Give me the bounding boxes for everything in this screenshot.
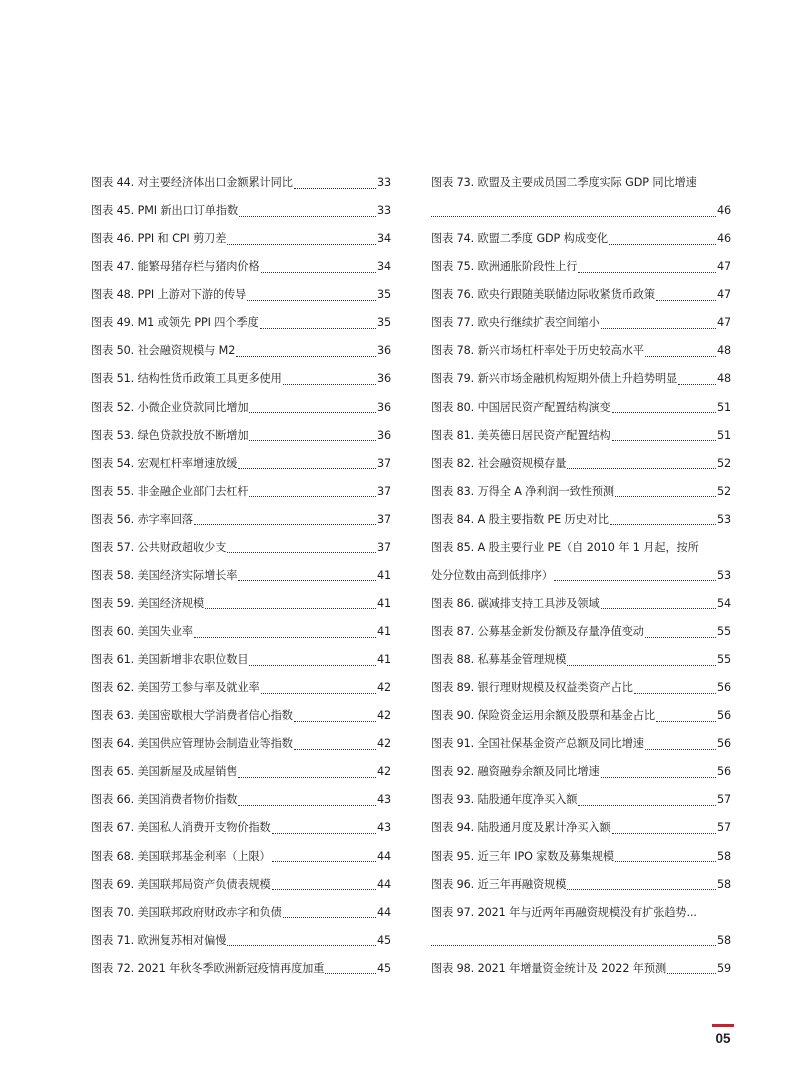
toc-entry-page: 58	[716, 849, 731, 863]
toc-leader-dots	[294, 721, 376, 722]
toc-entry-page: 47	[716, 316, 731, 330]
toc-leader-dots	[238, 777, 376, 778]
toc-leader-dots	[294, 188, 376, 189]
toc-entry-title: 图表 65. 美国新屋及成屋销售	[91, 765, 238, 779]
toc-entry-title: 图表 63. 美国密歇根大学消费者信心指数	[91, 709, 293, 723]
toc-leader-dots	[283, 384, 376, 385]
toc-entry[interactable]	[91, 309, 391, 337]
toc-leader-dots	[645, 637, 716, 638]
toc-entry[interactable]	[431, 843, 731, 871]
toc-entry[interactable]	[431, 225, 731, 253]
toc-entry-page: 37	[376, 456, 391, 470]
toc-entry[interactable]	[431, 899, 731, 927]
toc-leader-dots	[667, 973, 716, 974]
toc-entry-title: 图表 53. 绿色贷款投放不断增加	[91, 428, 249, 442]
toc-entry-page: 55	[716, 653, 731, 667]
toc-entry-title: 图表 93. 陆股通年度净买入额	[431, 793, 578, 807]
toc-entry-page: 58	[716, 877, 731, 891]
toc-entry-title: 图表 62. 美国劳工参与率及就业率	[91, 681, 260, 695]
toc-entry-title: 图表 82. 社会融资规模存量	[431, 456, 567, 470]
toc-entry-page: 43	[376, 793, 391, 807]
toc-entry-title: 图表 46. PPI 和 CPI 剪刀差	[91, 232, 227, 246]
toc-entry[interactable]	[91, 225, 391, 253]
toc-leader-dots	[431, 216, 716, 217]
toc-entry-page: 34	[376, 260, 391, 274]
toc-entry-page: 42	[376, 681, 391, 695]
toc-leader-dots	[612, 833, 716, 834]
toc-entry[interactable]	[431, 562, 731, 590]
toc-entry[interactable]	[91, 646, 391, 674]
toc-entry-page: 53	[716, 568, 731, 582]
toc-leader-dots	[601, 328, 716, 329]
toc-entry-title: 图表 76. 欧央行跟随美联储边际收紧货币政策	[431, 288, 655, 302]
toc-entry-page: 37	[376, 540, 391, 554]
toc-entry-page: 35	[376, 316, 391, 330]
toc-entry-title: 图表 95. 近三年 IPO 家数及募集规模	[431, 849, 614, 863]
toc-entry-page: 42	[376, 737, 391, 751]
toc-entry-page: 54	[716, 596, 731, 610]
toc-entry[interactable]	[431, 337, 731, 365]
toc-entry[interactable]	[431, 646, 731, 674]
toc-entry[interactable]	[431, 814, 731, 842]
toc-entry-title: 图表 52. 小微企业贷款同比增加	[91, 400, 249, 414]
toc-entry-title: 图表 58. 美国经济实际增长率	[91, 568, 238, 582]
toc-entry[interactable]	[431, 506, 731, 534]
toc-entry[interactable]	[91, 843, 391, 871]
toc-leader-dots	[567, 889, 716, 890]
toc-entry-page: 52	[716, 456, 731, 470]
toc-leader-dots	[272, 889, 376, 890]
toc-entry[interactable]	[91, 197, 391, 225]
toc-entry[interactable]	[431, 197, 731, 225]
toc-entry[interactable]	[91, 955, 391, 983]
toc-entry-title: 图表 67. 美国私人消费开支物价指数	[91, 821, 271, 835]
toc-entry[interactable]	[91, 394, 391, 422]
toc-entry[interactable]	[91, 702, 391, 730]
toc-leader-dots	[249, 496, 375, 497]
toc-entry[interactable]	[431, 253, 731, 281]
toc-leader-dots	[325, 973, 376, 974]
toc-entry-title: 图表 59. 美国经济规模	[91, 596, 205, 610]
toc-leader-dots	[283, 917, 376, 918]
toc-entry-page: 37	[376, 512, 391, 526]
toc-entry[interactable]	[431, 534, 731, 562]
toc-entry[interactable]	[431, 927, 731, 955]
toc-leader-dots	[615, 861, 716, 862]
toc-leader-dots	[247, 300, 376, 301]
toc-entry-page: 48	[716, 344, 731, 358]
toc-entry-page: 45	[376, 961, 391, 975]
toc-entry-title: 图表 78. 新兴市场杠杆率处于历史较高水平	[431, 344, 644, 358]
toc-entry[interactable]	[431, 674, 731, 702]
toc-entry-page: 36	[376, 428, 391, 442]
toc-entry[interactable]	[91, 450, 391, 478]
toc-entry-title: 图表 68. 美国联邦基金利率（上限）	[91, 849, 271, 863]
toc-entry-page: 56	[716, 737, 731, 751]
toc-entry-page: 37	[376, 484, 391, 498]
toc-entry[interactable]	[431, 450, 731, 478]
toc-leader-dots	[294, 749, 376, 750]
toc-entry-title: 图表 92. 融资融券余额及同比增速	[431, 765, 600, 779]
toc-entry-page: 51	[716, 428, 731, 442]
toc-leader-dots	[272, 861, 376, 862]
toc-entry[interactable]	[431, 730, 731, 758]
toc-entry-title: 图表 56. 赤字率回落	[91, 512, 194, 526]
toc-entry-title: 图表 80. 中国居民资产配置结构演变	[431, 400, 611, 414]
toc-entry[interactable]	[431, 618, 731, 646]
toc-leader-dots	[249, 440, 375, 441]
toc-entry-title: 图表 89. 银行理财规模及权益类资产占比	[431, 681, 633, 695]
toc-entry-title: 图表 90. 保险资金运用余额及股票和基金占比	[431, 709, 655, 723]
toc-entry[interactable]	[91, 365, 391, 393]
toc-entry-title: 图表 87. 公募基金新发份额及存量净值变动	[431, 625, 644, 638]
toc-entry-page: 42	[376, 709, 391, 723]
toc-leader-dots	[645, 749, 716, 750]
toc-entry[interactable]	[431, 702, 731, 730]
toc-entry[interactable]	[91, 422, 391, 450]
toc-leader-dots	[634, 693, 716, 694]
toc-leader-dots	[431, 945, 716, 946]
toc-entry-page: 42	[376, 765, 391, 779]
toc-leader-dots	[238, 468, 376, 469]
toc-entry-page: 56	[716, 765, 731, 779]
toc-entry[interactable]	[91, 169, 391, 197]
toc-entry[interactable]	[431, 758, 731, 786]
toc-entry-page: 48	[716, 372, 731, 386]
toc-entry-page: 53	[716, 512, 731, 526]
toc-entry[interactable]	[91, 590, 391, 618]
toc-leader-dots	[567, 468, 716, 469]
toc-entry-page: 41	[376, 625, 391, 638]
toc-entry-page: 41	[376, 568, 391, 582]
toc-entry-title: 图表 73. 欧盟及主要成员国二季度实际 GDP 同比增速	[431, 176, 697, 189]
toc-entry-title: 图表 72. 2021 年秋冬季欧洲新冠疫情再度加重	[91, 961, 325, 975]
toc-leader-dots	[260, 328, 376, 329]
toc-entry-title: 图表 85. A 股主要行业 PE（自 2010 年 1 月起，按所	[431, 540, 699, 554]
toc-leader-dots	[238, 580, 376, 581]
toc-entry-title: 图表 66. 美国消费者物价指数	[91, 793, 238, 807]
toc-entry[interactable]	[91, 281, 391, 309]
toc-leader-dots	[678, 384, 716, 385]
toc-entry[interactable]	[431, 955, 731, 983]
toc-entry-page: 57	[716, 793, 731, 807]
toc-entry[interactable]	[91, 506, 391, 534]
toc-entry-title: 图表 47. 能繁母猪存栏与猪肉价格	[91, 260, 260, 274]
toc-leader-dots	[249, 412, 375, 413]
toc-entry-title: 图表 70. 美国联邦政府财政赤字和负债	[91, 905, 282, 919]
toc-leader-dots	[261, 272, 376, 273]
toc-leader-dots	[227, 945, 376, 946]
toc-leader-dots	[205, 608, 376, 609]
toc-entry-page: 36	[376, 400, 391, 414]
toc-entry-title: 图表 44. 对主要经济体出口金额累计同比	[91, 176, 293, 189]
toc-entry-page: 46	[716, 204, 731, 218]
toc-leader-dots	[272, 833, 376, 834]
toc-entry[interactable]	[91, 562, 391, 590]
toc-entry-title: 图表 94. 陆股通月度及累计净买入额	[431, 821, 611, 835]
toc-leader-dots	[612, 412, 716, 413]
toc-entry-page: 51	[716, 400, 731, 414]
toc-entry[interactable]	[431, 394, 731, 422]
toc-entry-title: 图表 77. 欧央行继续扩表空间缩小	[431, 316, 600, 330]
toc-entry-title: 图表 50. 社会融资规模与 M2	[91, 344, 236, 358]
toc-leader-dots	[227, 244, 376, 245]
toc-entry-page: 33	[376, 204, 391, 218]
toc-leader-dots	[615, 496, 716, 497]
toc-entry-title: 图表 74. 欧盟二季度 GDP 构成变化	[431, 232, 609, 246]
toc-entry[interactable]	[91, 730, 391, 758]
toc-entry-page: 36	[376, 344, 391, 358]
toc-entry-title: 图表 54. 宏观杠杆率增速放缓	[91, 456, 238, 470]
toc-entry[interactable]	[91, 478, 391, 506]
toc-entry-title: 图表 84. A 股主要指数 PE 历史对比	[431, 512, 609, 526]
toc-entry-title: 图表 91. 全国社保基金资产总额及同比增速	[431, 737, 644, 751]
toc-entry-page: 55	[716, 625, 731, 638]
toc-entry-page: 58	[716, 933, 731, 947]
toc-entry-title: 图表 71. 欧洲复苏相对偏慢	[91, 933, 227, 947]
toc-entry-title: 图表 69. 美国联邦局资产负债表规模	[91, 877, 271, 891]
toc-entry[interactable]	[91, 814, 391, 842]
page-number: 05	[715, 1031, 731, 1046]
toc-leader-dots	[610, 524, 716, 525]
toc-leader-dots	[645, 356, 716, 357]
toc-entry[interactable]	[91, 927, 391, 955]
toc-entry-title: 图表 48. PPI 上游对下游的传导	[91, 288, 247, 302]
toc-entry-page: 41	[376, 653, 391, 667]
toc-entry-title: 图表 88. 私募基金管理规模	[431, 653, 567, 667]
toc-leader-dots	[194, 637, 376, 638]
toc-entry[interactable]	[91, 337, 391, 365]
toc-entry-page: 47	[716, 260, 731, 274]
toc-leader-dots	[239, 216, 376, 217]
toc-entry-page: 52	[716, 484, 731, 498]
toc-entry[interactable]	[431, 169, 731, 197]
toc-entry-title: 图表 45. PMI 新出口订单指数	[91, 204, 239, 218]
toc-left-column	[91, 169, 391, 983]
toc-entry-page: 35	[376, 288, 391, 302]
toc-entry-page: 41	[376, 596, 391, 610]
toc-entry-title: 图表 98. 2021 年增量资金统计及 2022 年预测	[431, 961, 667, 975]
toc-entry-page: 33	[376, 176, 391, 189]
toc-entry-title: 图表 64. 美国供应管理协会制造业等指数	[91, 737, 293, 751]
toc-entry-title: 图表 61. 美国新增非农职位数目	[91, 653, 249, 667]
toc-leader-dots	[567, 665, 716, 666]
toc-entry[interactable]	[91, 786, 391, 814]
toc-entry[interactable]	[91, 758, 391, 786]
page-accent-bar	[712, 1024, 734, 1027]
toc-entry-page: 44	[376, 905, 391, 919]
toc-entry[interactable]	[431, 786, 731, 814]
toc-entry-title: 图表 51. 结构性货币政策工具更多使用	[91, 372, 282, 386]
toc-entry-title: 图表 83. 万得全 A 净利润一致性预测	[431, 484, 615, 498]
toc-leader-dots	[656, 721, 716, 722]
toc-leader-dots	[261, 693, 376, 694]
toc-entry-title: 图表 75. 欧洲通胀阶段性上行	[431, 260, 578, 274]
toc-leader-dots	[238, 805, 376, 806]
toc-entry-title: 图表 55. 非金融企业部门去杠杆	[91, 484, 249, 498]
toc-entry-title: 图表 97. 2021 年与近两年再融资规模没有扩张趋势...	[431, 905, 697, 919]
toc-entry-page: 44	[376, 849, 391, 863]
toc-entry-page: 44	[376, 877, 391, 891]
toc-leader-dots	[578, 805, 716, 806]
toc-entry[interactable]	[431, 478, 731, 506]
toc-entry[interactable]	[91, 871, 391, 899]
toc-entry-title: 图表 57. 公共财政超收少支	[91, 540, 227, 554]
toc-entry[interactable]	[91, 674, 391, 702]
toc-entry[interactable]	[431, 590, 731, 618]
toc-entry[interactable]	[431, 309, 731, 337]
toc-leader-dots	[601, 608, 716, 609]
toc-leader-dots	[656, 300, 716, 301]
toc-entry[interactable]	[431, 281, 731, 309]
toc-leader-dots	[554, 580, 716, 581]
toc-entry-page: 45	[376, 933, 391, 947]
toc-entry-page: 36	[376, 372, 391, 386]
toc-entry-title: 图表 49. M1 或领先 PPI 四个季度	[91, 316, 259, 330]
toc-leader-dots	[249, 665, 375, 666]
toc-entry-page: 46	[716, 232, 731, 246]
toc-leader-dots	[612, 440, 716, 441]
toc-entry-title: 图表 96. 近三年再融资规模	[431, 877, 567, 891]
toc-entry-title: 图表 86. 碳减排支持工具涉及领域	[431, 596, 600, 610]
toc-entry-page: 57	[716, 821, 731, 835]
toc-entry-title: 图表 81. 美英德日居民资产配置结构	[431, 428, 611, 442]
toc-entry-page: 56	[716, 709, 731, 723]
toc-entry-page: 47	[716, 288, 731, 302]
toc-leader-dots	[601, 777, 716, 778]
toc-right-column	[431, 169, 731, 983]
toc-entry[interactable]	[431, 365, 731, 393]
toc-leader-dots	[609, 244, 716, 245]
toc-entry[interactable]	[91, 534, 391, 562]
toc-entry-page: 43	[376, 821, 391, 835]
toc-leader-dots	[236, 356, 376, 357]
toc-entry[interactable]	[91, 899, 391, 927]
toc-entry-page: 56	[716, 681, 731, 695]
toc-entry-title: 图表 60. 美国失业率	[91, 625, 194, 638]
toc-entry-title: 图表 79. 新兴市场金融机构短期外债上升趋势明显	[431, 372, 678, 386]
toc-leader-dots	[578, 272, 716, 273]
toc-entry-title: 处分位数由高到低排序）	[431, 568, 553, 582]
toc-entry[interactable]	[431, 422, 731, 450]
toc-entry[interactable]	[431, 871, 731, 899]
toc-leader-dots	[194, 524, 376, 525]
toc-leader-dots	[227, 552, 376, 553]
toc-entry-page: 34	[376, 232, 391, 246]
toc-entry[interactable]	[91, 618, 391, 646]
toc-entry[interactable]	[91, 253, 391, 281]
toc-entry-page: 59	[716, 961, 731, 975]
